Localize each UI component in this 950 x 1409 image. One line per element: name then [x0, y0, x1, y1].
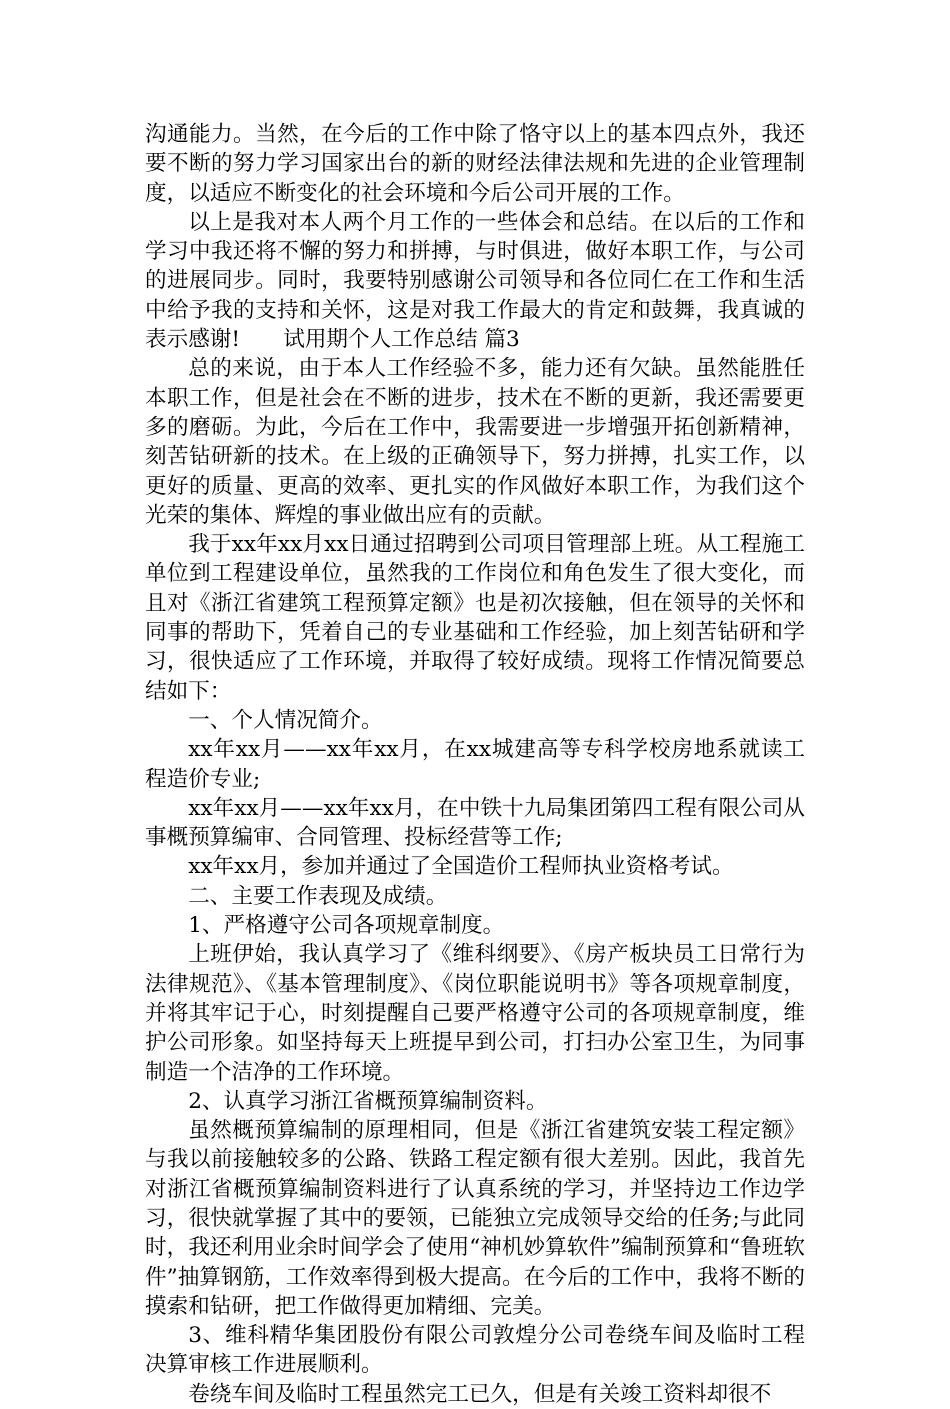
subsection-heading: 1、严格遵守公司各项规章制度。	[188, 913, 505, 939]
paragraph: 我于xx年xx月xx日通过招聘到公司项目管理部上班。从工程施工单位到工程建设单位，虽然我的工作岗位和角色发生了很大变化，而且对《浙江省建筑工程预算定额》也是初次接触，但在领导的关怀和同事的帮助下，凭着自己的专业基础和工作经验，加上刻苦钻研和学习，很快适应了工作环境，并取得了较好成绩。现将工作情况简要总结如下：	[145, 532, 805, 704]
paragraph: 以上是我对本人两个月工作的一些体会和总结。在以后的工作和学习中我还将不懈的努力和拼搏，与时俱进，做好本职工作，与公司的进展同步。同时，我要特别感谢公司领导和各位同仁在工作和生活中给予我的支持和关怀，这是对我工作最大的肯定和鼓舞，我真诚的表示感谢! 试用期个人工作总结 篇3	[145, 209, 805, 353]
paragraph: 卷绕车间及临时工程虽然完工已久，但是有关竣工资料却很不	[188, 1381, 772, 1407]
section-heading: 二、主要工作表现及成绩。	[188, 883, 448, 909]
paragraph: xx年xx月——xx年xx月，在xx城建高等专科学校房地系就读工程造价专业;	[145, 737, 805, 792]
section-heading: 一、个人情况简介。	[188, 707, 383, 733]
paragraph: xx年xx月，参加并通过了全国造价工程师执业资格考试。	[188, 854, 734, 880]
paragraph: 总的来说，由于本人工作经验不多，能力还有欠缺。虽然能胜任本职工作，但是社会在不断的进步，技术在不断的更新，我还需要更多的磨砺。为此，今后在工作中，我需要进一步增强开拓创新精神，刻苦钻研新的技术。在上级的正确领导下，努力拼搏，扎实工作，以更好的质量、更高的效率、更扎实的作风做好本职工作，为我们这个光荣的集体、辉煌的事业做出应有的贡献。	[145, 356, 805, 528]
subsection-heading: 2、认真学习浙江省概预算编制资料。	[188, 1088, 548, 1114]
paragraph: 沟通能力。当然，在今后的工作中除了恪守以上的基本四点外，我还要不断的努力学习国家出台的新的财经法律法规和先进的企业管理制度，以适应不断变化的社会环境和今后公司开展的工作。	[145, 122, 805, 206]
body-text	[145, 120, 805, 1409]
paragraph: 虽然概预算编制的原理相同，但是《浙江省建筑安装工程定额》与我以前接触较多的公路、铁路工程定额有很大差别。因此，我首先对浙江省概预算编制资料进行了认真系统的学习，并坚持边工作边学习，很快就掌握了其中的要领，已能独立完成领导交给的任务;与此同时，我还利用业余时间学会了使用“神机妙算软件”编制预算和“鲁班软件”抽算钢筋，工作效率得到极大提高。在今后的工作中，我将不断的摸索和钻研，把工作做得更加精细、完美。	[145, 1118, 805, 1319]
paragraph: xx年xx月——xx年xx月，在中铁十九局集团第四工程有限公司从事概预算编审、合同管理、投标经营等工作;	[145, 795, 805, 851]
subsection-heading: 3、维科精华集团股份有限公司敦煌分公司卷绕车间及临时工程决算审核工作进展顺利。	[145, 1323, 805, 1378]
paragraph: 上班伊始，我认真学习了《维科纲要》、《房产板块员工日常行为法律规范》、《基本管理制度》、《岗位职能说明书》等各项规章制度，并将其牢记于心，时刻提醒自己要严格遵守公司的各项规章制度，维护公司形象。如坚持每天上班提早到公司，打扫办公室卫生，为同事制造一个洁净的工作环境。	[145, 942, 805, 1085]
